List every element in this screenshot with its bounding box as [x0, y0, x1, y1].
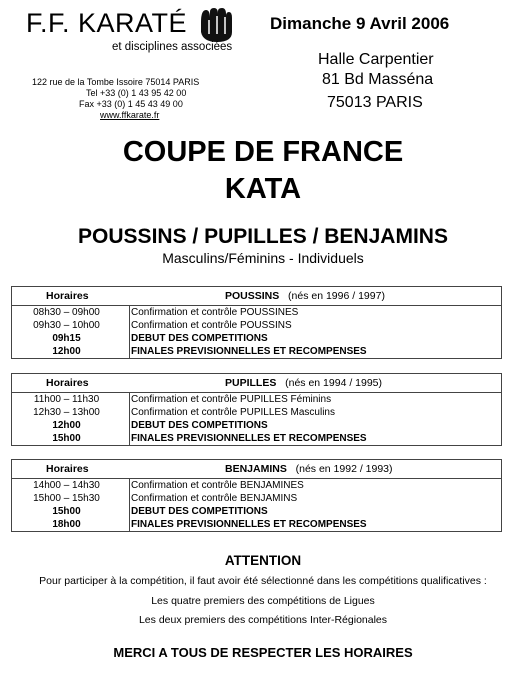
row-time: 15h00 – 15h30 — [33, 493, 100, 504]
address-street: 122 rue de la Tombe Issoire 75014 PARIS — [32, 77, 200, 87]
karate-fist-logo-icon — [197, 8, 233, 42]
address-fax: Fax +33 (0) 1 45 43 49 00 — [79, 99, 183, 109]
row-description: FINALES PREVISIONNELLES ET RECOMPENSES — [131, 433, 367, 444]
categories-heading: POUSSINS / PUPILLES / BENJAMINS — [78, 225, 448, 248]
row-time: 12h00 — [52, 420, 81, 431]
qualification-rule-inter-regionales: Les deux premiers des compétitions Inter-Régionales — [138, 614, 388, 626]
row-time: 12h00 — [52, 346, 81, 357]
venue-street: 81 Bd Masséna — [322, 71, 434, 88]
row-time: 15h00 — [52, 433, 81, 444]
schedule-category: POUSSINS (nés en 1996 / 1997) — [225, 290, 385, 302]
venue-city: 75013 PARIS — [327, 94, 423, 111]
row-description: Confirmation et contrôle PUPILLES Féminins — [131, 394, 332, 405]
schedule-box-benjamins — [11, 459, 502, 532]
row-time: 15h00 — [52, 506, 81, 517]
row-time: 14h00 – 14h30 — [33, 480, 100, 491]
logo-subtitle: et disciplines associées — [112, 41, 233, 53]
schedule-body — [12, 305, 501, 358]
row-time: 18h00 — [52, 519, 81, 530]
schedule-header-label: Horaires — [46, 377, 89, 389]
address-phone: Tel +33 (0) 1 43 95 42 00 — [86, 88, 187, 98]
categories-subtitle: Masculins/Féminins - Individuels — [162, 250, 364, 266]
qualification-rule-ligues: Les quatre premiers des compétitions de Ligues — [151, 595, 375, 607]
row-description: DEBUT DES COMPETITIONS — [131, 420, 268, 431]
page-title-kata: KATA — [224, 173, 302, 205]
schedule-years: (nés en 1996 / 1997) — [288, 290, 385, 302]
event-date: Dimanche 9 Avril 2006 — [270, 14, 450, 33]
schedule-row — [12, 406, 501, 419]
qualification-note: Pour participer à la compétition, il faut avoir été sélectionné dans les compétitions qualificatives : — [39, 575, 487, 587]
row-description: FINALES PREVISIONNELLES ET RECOMPENSES — [131, 519, 367, 530]
schedule-header-label: Horaires — [46, 463, 89, 475]
schedule-box-pupilles — [11, 373, 502, 446]
schedule-header — [12, 287, 501, 305]
row-description: Confirmation et contrôle POUSSINS — [131, 320, 292, 331]
row-description: DEBUT DES COMPETITIONS — [131, 333, 268, 344]
attention-heading: ATTENTION — [224, 553, 302, 568]
schedule-row — [12, 332, 501, 345]
schedule-row — [12, 419, 501, 432]
schedule-row — [12, 492, 501, 505]
row-time: 08h30 – 09h00 — [33, 307, 100, 318]
row-description: Confirmation et contrôle PUPILLES Masculins — [131, 407, 335, 418]
row-time: 09h15 — [52, 333, 81, 344]
schedule-category: BENJAMINS (nés en 1992 / 1993) — [225, 463, 393, 475]
schedule-row — [12, 319, 501, 332]
schedule-row — [12, 479, 501, 492]
schedule-row — [12, 393, 501, 406]
row-time: 11h00 – 11h30 — [33, 394, 100, 405]
row-time: 12h30 – 13h00 — [33, 407, 100, 418]
schedule-row — [12, 306, 501, 319]
closing-message: MERCI A TOUS DE RESPECTER LES HORAIRES — [113, 645, 413, 660]
schedule-header-label: Horaires — [46, 290, 89, 302]
website-link[interactable]: www.ffkarate.fr — [100, 110, 160, 120]
schedule-row — [12, 345, 501, 358]
row-description: Confirmation et contrôle BENJAMINS — [131, 493, 298, 504]
schedule-header — [12, 374, 501, 392]
schedule-header — [12, 460, 501, 478]
schedule-category: PUPILLES (nés en 1994 / 1995) — [225, 377, 383, 389]
row-time: 09h30 – 10h00 — [33, 320, 100, 331]
row-description: FINALES PREVISIONNELLES ET RECOMPENSES — [131, 346, 367, 357]
schedule-row — [12, 505, 501, 518]
page-title: COUPE DE FRANCE — [122, 136, 404, 168]
venue-name: Halle Carpentier — [318, 51, 434, 68]
schedule-row — [12, 432, 501, 445]
row-description: Confirmation et contrôle POUSSINES — [131, 307, 299, 318]
schedule-box-poussins — [11, 286, 502, 359]
row-description: DEBUT DES COMPETITIONS — [131, 506, 268, 517]
schedule-body — [12, 392, 501, 445]
schedule-body — [12, 478, 501, 531]
logo-title: F.F. KARATÉ — [26, 8, 188, 38]
schedule-row — [12, 518, 501, 531]
schedule-years: (nés en 1994 / 1995) — [285, 377, 383, 389]
schedule-years: (nés en 1992 / 1993) — [295, 463, 393, 475]
row-description: Confirmation et contrôle BENJAMINES — [131, 480, 304, 491]
